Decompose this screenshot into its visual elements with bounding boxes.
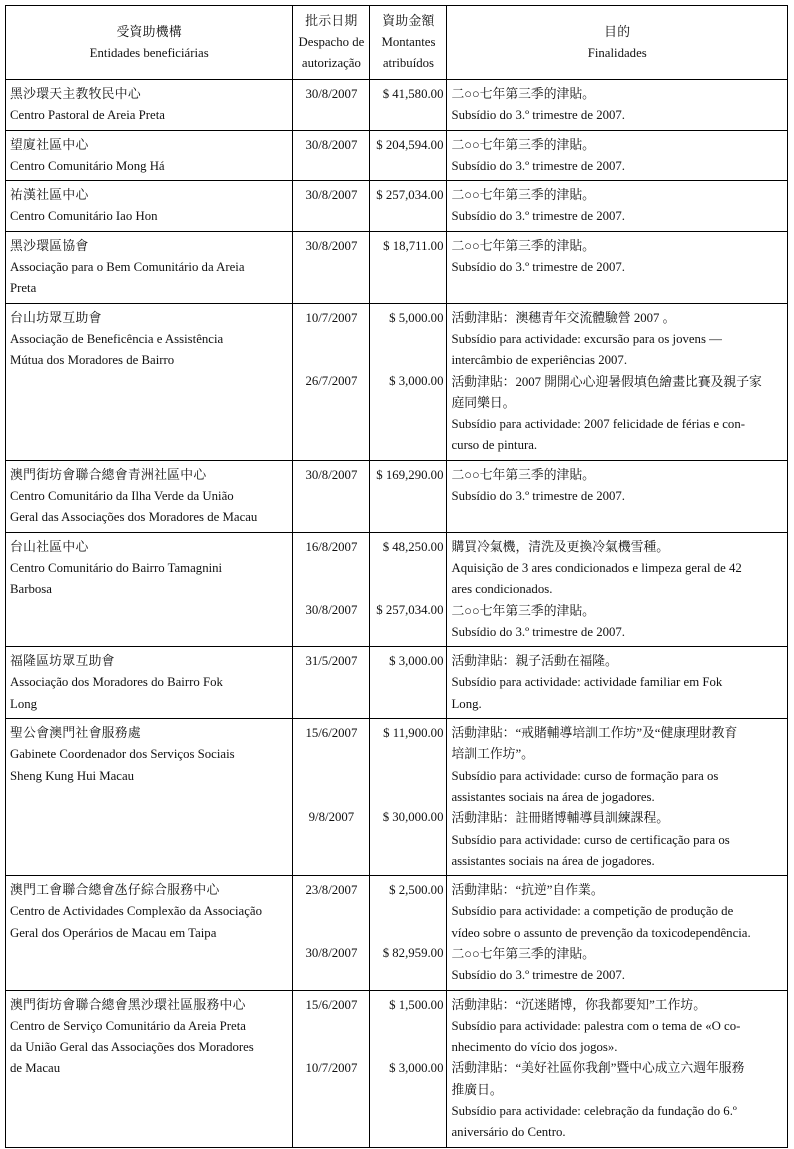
authorization-date: 30/8/2007 — [305, 87, 358, 101]
entity-name-pt: Centro Comunitário da Ilha Verde da União — [10, 489, 234, 504]
authorization-date: 10/7/2007 — [305, 1060, 358, 1075]
header-entities-pt: Entidades beneficiárias — [89, 45, 209, 60]
entity-name-pt: Centro Comunitário Iao Hon — [10, 209, 158, 224]
header-purpose-pt: Finalidades — [587, 45, 647, 60]
spacer — [295, 350, 367, 371]
entity-name-pt: Geral dos Operários de Macau em Taipa — [10, 925, 217, 940]
amount-cell — [370, 130, 447, 181]
spacer — [372, 1037, 443, 1058]
purpose-cell — [447, 460, 788, 532]
spacer — [372, 901, 443, 922]
header-date-pt2: autorização — [301, 56, 361, 70]
amount-cell — [370, 80, 447, 131]
table-row — [6, 303, 788, 460]
purpose-cell — [447, 303, 788, 460]
authorization-date: 30/8/2007 — [305, 188, 358, 203]
amount-value: $ 5,000.00 — [389, 310, 444, 325]
table-row — [6, 130, 788, 181]
purpose-line: 二○○七年第三季的津貼。 — [451, 946, 595, 961]
header-amount-pt1: Montantes — [381, 35, 436, 49]
amount-value: $ 2,500.00 — [389, 883, 444, 898]
spacer — [372, 922, 443, 943]
purpose-cell — [447, 130, 788, 181]
spacer — [295, 1037, 367, 1058]
spacer — [372, 744, 443, 765]
purpose-line: Subsídio do 3.º trimestre de 2007. — [451, 108, 625, 123]
purpose-line: aniversário do Centro. — [451, 1125, 566, 1140]
entity-name-pt: Associação dos Moradores do Bairro Fok — [10, 675, 223, 690]
purpose-cell — [447, 231, 788, 303]
authorization-date: 31/5/2007 — [305, 654, 358, 669]
entity-name-cn: 澳門街坊會聯合總會黑沙環社區服務中心 — [10, 997, 246, 1012]
table-row — [6, 990, 788, 1147]
entity-name-cn: 澳門街坊會聯合總會青洲社區中心 — [10, 467, 207, 482]
amount-cell — [370, 647, 447, 719]
purpose-line: 購買冷氣機，清洗及更換冷氣機雪種。 — [451, 539, 670, 554]
purpose-line: 活動津貼：“戒賭輔導培訓工作坊”及“健康理財教育 — [451, 726, 738, 741]
entity-name-pt: Mútua dos Moradores de Bairro — [10, 353, 175, 368]
purpose-line: ares condicionados. — [451, 582, 553, 597]
table-body — [6, 80, 788, 1148]
entity-name-cn: 聖公會澳門社會服務處 — [10, 726, 141, 741]
header-amount — [370, 6, 447, 80]
amount-value: $ 48,250.00 — [382, 539, 444, 554]
amount-value: $ 41,580.00 — [382, 87, 444, 101]
entity-name-pt: Associação de Beneficência e Assistência — [10, 331, 224, 346]
purpose-line: Subsídio para actividade: actividade familiar em Fok — [451, 675, 723, 690]
purpose-line: 活動津貼：澳穗青年交流體驗營 2007 。 — [451, 310, 676, 325]
entity-cell — [6, 130, 293, 181]
entity-cell — [6, 876, 293, 990]
amount-value: $ 82,959.00 — [382, 946, 444, 961]
entity-name-pt: Gabinete Coordenador dos Serviços Sociais — [10, 747, 235, 762]
amount-value: $ 3,000.00 — [389, 373, 444, 388]
date-cell — [293, 532, 370, 646]
spacer — [295, 765, 367, 786]
header-entities-cn: 受資助機構 — [116, 24, 182, 39]
entity-name-pt: da União Geral das Associações dos Moradores — [10, 1040, 254, 1055]
entity-cell — [6, 303, 293, 460]
table-row — [6, 460, 788, 532]
amount-value: $ 30,000.00 — [382, 810, 444, 825]
entity-name-cn: 黑沙環天主教牧民中心 — [10, 87, 141, 101]
purpose-line: Subsídio do 3.º trimestre de 2007. — [451, 489, 625, 504]
spacer — [295, 558, 367, 579]
date-cell — [293, 460, 370, 532]
purpose-line: 二○○七年第三季的津貼。 — [451, 603, 595, 618]
purpose-line: Subsídio para actividade: excursão para os jovens — — [451, 331, 722, 346]
purpose-line: 推廣日。 — [451, 1082, 503, 1097]
purpose-cell — [447, 532, 788, 646]
amount-cell — [370, 181, 447, 232]
table-row — [6, 719, 788, 876]
purpose-cell — [447, 80, 788, 131]
purpose-line: Aquisição de 3 ares condicionados e limpeza geral de 42 — [451, 560, 742, 575]
date-cell — [293, 647, 370, 719]
table-row — [6, 181, 788, 232]
amount-cell — [370, 990, 447, 1147]
authorization-date: 9/8/2007 — [308, 810, 355, 825]
amount-value: $ 1,500.00 — [389, 997, 444, 1012]
purpose-line: 二○○七年第三季的津貼。 — [451, 238, 595, 253]
date-cell — [293, 80, 370, 131]
entity-name-cn: 台山坊眾互助會 — [10, 310, 102, 325]
purpose-line: Subsídio para actividade: curso de certificação para os — [451, 832, 730, 847]
purpose-line: nhecimento do vício dos jogos». — [451, 1040, 618, 1055]
header-date — [293, 6, 370, 80]
entity-name-cn: 福隆區坊眾互助會 — [10, 654, 115, 669]
amount-cell — [370, 231, 447, 303]
amount-cell — [370, 532, 447, 646]
purpose-line: Subsídio para actividade: curso de formação para os — [451, 768, 719, 783]
date-cell — [293, 130, 370, 181]
purpose-cell — [447, 181, 788, 232]
entity-name-cn: 望廈社區中心 — [10, 137, 89, 152]
entity-name-pt: Associação para o Bem Comunitário da Areia — [10, 260, 245, 275]
amount-cell — [370, 460, 447, 532]
purpose-line: 庭同樂日。 — [451, 395, 516, 410]
entity-name-cn: 澳門工會聯合總會氹仔綜合服務中心 — [10, 883, 220, 898]
spacer — [372, 765, 443, 786]
entity-name-cn: 台山社區中心 — [10, 539, 89, 554]
spacer — [295, 329, 367, 350]
amount-value: $ 11,900.00 — [383, 726, 444, 741]
amount-value: $ 169,290.00 — [376, 467, 444, 482]
amount-value: $ 18,711.00 — [383, 238, 444, 253]
date-cell — [293, 231, 370, 303]
authorization-date: 15/6/2007 — [305, 997, 358, 1012]
entity-name-cn: 黑沙環區協會 — [10, 238, 89, 253]
spacer — [372, 1016, 443, 1037]
authorization-date: 26/7/2007 — [305, 373, 358, 388]
purpose-line: Subsídio para actividade: palestra com o tema de «O co- — [451, 1018, 741, 1033]
purpose-line: 活動津貼：2007 開開心心迎暑假填色繪畫比賽及親子家 — [451, 374, 762, 389]
authorization-date: 16/8/2007 — [305, 539, 358, 554]
purpose-cell — [447, 647, 788, 719]
entity-cell — [6, 181, 293, 232]
entity-name-pt: Centro Comunitário Mong Há — [10, 158, 165, 173]
table-row — [6, 231, 788, 303]
purpose-line: curso de pintura. — [451, 438, 538, 453]
amount-cell — [370, 303, 447, 460]
entity-name-pt: Preta — [10, 281, 37, 296]
date-cell — [293, 719, 370, 876]
entity-cell — [6, 990, 293, 1147]
entity-cell — [6, 231, 293, 303]
purpose-line: 活動津貼：親子活動在福隆。 — [451, 654, 618, 669]
table-row — [6, 80, 788, 131]
authorization-date: 10/7/2007 — [305, 310, 358, 325]
spacer — [372, 579, 443, 600]
authorization-date: 30/8/2007 — [305, 137, 358, 152]
purpose-line: 二○○七年第三季的津貼。 — [451, 188, 595, 203]
spacer — [372, 786, 443, 807]
spacer — [372, 329, 443, 350]
entity-name-pt: Centro Comunitário do Bairro Tamagnini — [10, 560, 223, 575]
header-date-cn: 批示日期 — [305, 14, 358, 28]
header-amount-cn: 資助金額 — [382, 14, 435, 28]
header-date-pt1: Despacho de — [298, 35, 365, 49]
spacer — [372, 558, 443, 579]
purpose-line: 活動津貼：“美好社區你我創”暨中心成立六週年服務 — [451, 1061, 745, 1076]
purpose-line: 活動津貼：“沉迷賭博，你我都要知”工作坊。 — [451, 997, 706, 1012]
spacer — [295, 744, 367, 765]
entity-cell — [6, 647, 293, 719]
purpose-line: 二○○七年第三季的津貼。 — [451, 87, 595, 101]
purpose-line: Subsídio para actividade: a competição de produção de — [451, 904, 734, 919]
purpose-line: Subsídio do 3.º trimestre de 2007. — [451, 158, 625, 173]
spacer — [372, 350, 443, 371]
amount-value: $ 3,000.00 — [389, 654, 444, 669]
header-purpose-cn: 目的 — [604, 24, 631, 39]
purpose-line: vídeo sobre o assunto de prevenção da toxicodependência. — [451, 925, 751, 940]
spacer — [295, 901, 367, 922]
purpose-line: intercâmbio de experiências 2007. — [451, 353, 628, 368]
purpose-line: Subsídio do 3.º trimestre de 2007. — [451, 209, 625, 224]
authorization-date: 23/8/2007 — [305, 883, 358, 898]
purpose-cell — [447, 990, 788, 1147]
amount-value: $ 3,000.00 — [389, 1060, 444, 1075]
authorization-date: 30/8/2007 — [305, 238, 358, 253]
purpose-line: Subsídio para actividade: 2007 felicidade de férias e con- — [451, 417, 745, 432]
date-cell — [293, 303, 370, 460]
entity-name-pt: Centro de Actividades Complexão da Associação — [10, 904, 262, 919]
amount-value: $ 257,034.00 — [376, 602, 444, 617]
authorization-date: 30/8/2007 — [305, 946, 358, 961]
purpose-line: 培訓工作坊”。 — [451, 747, 534, 762]
entity-name-pt: Sheng Kung Hui Macau — [10, 768, 135, 783]
purpose-line: Subsídio do 3.º trimestre de 2007. — [451, 624, 625, 639]
amount-value: $ 257,034.00 — [376, 188, 444, 203]
spacer — [295, 922, 367, 943]
entity-name-cn: 祐漢社區中心 — [10, 188, 89, 203]
entity-cell — [6, 532, 293, 646]
purpose-line: Subsídio do 3.º trimestre de 2007. — [451, 968, 625, 983]
authorization-date: 30/8/2007 — [305, 602, 358, 617]
entity-name-pt: Long — [10, 696, 38, 711]
entity-name-pt: Centro Pastoral de Areia Preta — [10, 108, 165, 123]
authorization-date: 30/8/2007 — [305, 467, 358, 482]
spacer — [295, 786, 367, 807]
purpose-line: 二○○七年第三季的津貼。 — [451, 467, 595, 482]
purpose-line: Subsídio para actividade: celebração da fundação do 6.º — [451, 1104, 737, 1119]
purpose-line: Subsídio do 3.º trimestre de 2007. — [451, 260, 625, 275]
header-amount-pt2: atribuídos — [382, 56, 435, 70]
date-cell — [293, 990, 370, 1147]
purpose-cell — [447, 876, 788, 990]
entity-name-pt: de Macau — [10, 1061, 61, 1076]
entity-cell — [6, 80, 293, 131]
purpose-line: assistantes sociais na área de jogadores. — [451, 789, 655, 804]
table-row — [6, 876, 788, 990]
entity-name-pt: Geral das Associações dos Moradores de Macau — [10, 510, 258, 525]
header-entities — [6, 6, 293, 80]
purpose-line: 活動津貼：註冊賭博輔導員訓練課程。 — [451, 811, 670, 826]
table-row — [6, 647, 788, 719]
entity-cell — [6, 460, 293, 532]
purpose-line: assistantes sociais na área de jogadores. — [451, 853, 655, 868]
amount-value: $ 204,594.00 — [376, 137, 444, 152]
date-cell — [293, 181, 370, 232]
purpose-cell — [447, 719, 788, 876]
purpose-line: 活動津貼：“抗逆”自作業。 — [451, 883, 604, 898]
amount-cell — [370, 876, 447, 990]
entity-cell — [6, 719, 293, 876]
header-purpose — [447, 6, 788, 80]
amount-cell — [370, 719, 447, 876]
table-row — [6, 532, 788, 646]
subsidy-table — [5, 5, 788, 1148]
purpose-line: Long. — [451, 696, 482, 711]
authorization-date: 15/6/2007 — [305, 726, 358, 741]
table-header-row — [6, 6, 788, 80]
spacer — [295, 579, 367, 600]
date-cell — [293, 876, 370, 990]
entity-name-pt: Barbosa — [10, 582, 52, 597]
spacer — [295, 1016, 367, 1037]
purpose-line: 二○○七年第三季的津貼。 — [451, 137, 595, 152]
entity-name-pt: Centro de Serviço Comunitário da Areia Preta — [10, 1018, 246, 1033]
